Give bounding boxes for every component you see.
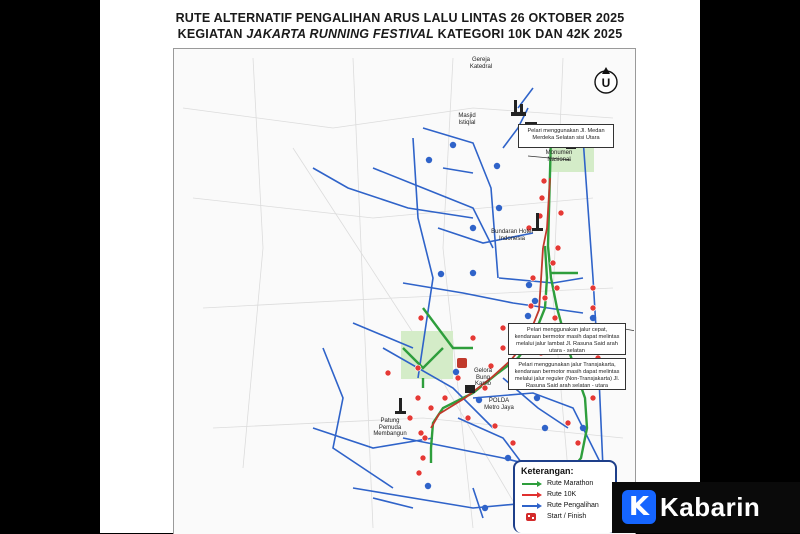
bundaran-hi-icon bbox=[536, 213, 539, 229]
label-polda: POLDA Metro Jaya bbox=[484, 398, 514, 411]
legend-item-pengalihan: Rute Pengalihan bbox=[521, 500, 609, 511]
north-arrow-icon bbox=[593, 66, 619, 96]
marathon-arrow-icon bbox=[521, 480, 543, 488]
callout-medan-merdeka: Pelari menggunakan Jl. Medan Merdeka Selatan sisi Utara bbox=[518, 124, 614, 148]
label-masjid-istiqlal: Masjid Istiqlal bbox=[458, 113, 476, 126]
kabarin-wordmark: Kabarin bbox=[660, 492, 761, 522]
legend-item-10k: Rute 10K bbox=[521, 489, 609, 500]
kabarin-logo bbox=[612, 482, 800, 533]
gbk-icon bbox=[457, 358, 467, 368]
legend-title: Keterangan: bbox=[521, 466, 574, 476]
legend-item-start-finish: Start / Finish bbox=[521, 511, 609, 522]
map-sheet bbox=[100, 0, 700, 533]
callout-rasuna-jalur-cepat: Pelari menggunakan jalur cepat, kendaraan bermotor masih dapat melintas melalui jalur lambat Jl. Rasuna Said arah utara - selatan bbox=[508, 323, 626, 355]
label-bundaran-hi: Bundaran Hotel Indonesia bbox=[491, 229, 533, 242]
legend bbox=[513, 460, 617, 533]
10k-arrow-icon bbox=[521, 491, 543, 499]
kabarin-mark-icon: K bbox=[622, 490, 656, 524]
callout-rasuna-transjakarta: Pelari menggunakan jalur Transjakarta, kendaraan bermotor masih dapat melintas melalui jalur reguler (Non-Transjakarta) Jl. Rasuna Said arah selatan - utara bbox=[508, 358, 626, 390]
label-gereja-katedral: Gereja Katedral bbox=[469, 57, 493, 70]
label-patung-pemuda: Patung Pemuda Membangun bbox=[373, 418, 407, 437]
label-gbk: Gelora Bung Karno bbox=[473, 368, 492, 387]
katedral-icon bbox=[514, 100, 517, 114]
title-line-2: KEGIATAN JAKARTA RUNNING FESTIVAL KATEGORI 10K DAN 42K 2025 bbox=[177, 27, 623, 41]
label-monumen-nasional: Monumen Nasional bbox=[545, 150, 573, 163]
title-line-1: RUTE ALTERNATIF PENGALIHAN ARUS LALU LINTAS 26 OKTOBER 2025 bbox=[175, 11, 625, 25]
detour-arrow-icon bbox=[521, 502, 543, 510]
svg-text:U: U bbox=[601, 76, 611, 90]
legend-item-marathon: Rute Marathon bbox=[521, 478, 609, 489]
start-finish-icon bbox=[521, 513, 543, 521]
pemuda-statue-icon bbox=[399, 398, 402, 412]
marathon-route bbox=[403, 134, 593, 468]
